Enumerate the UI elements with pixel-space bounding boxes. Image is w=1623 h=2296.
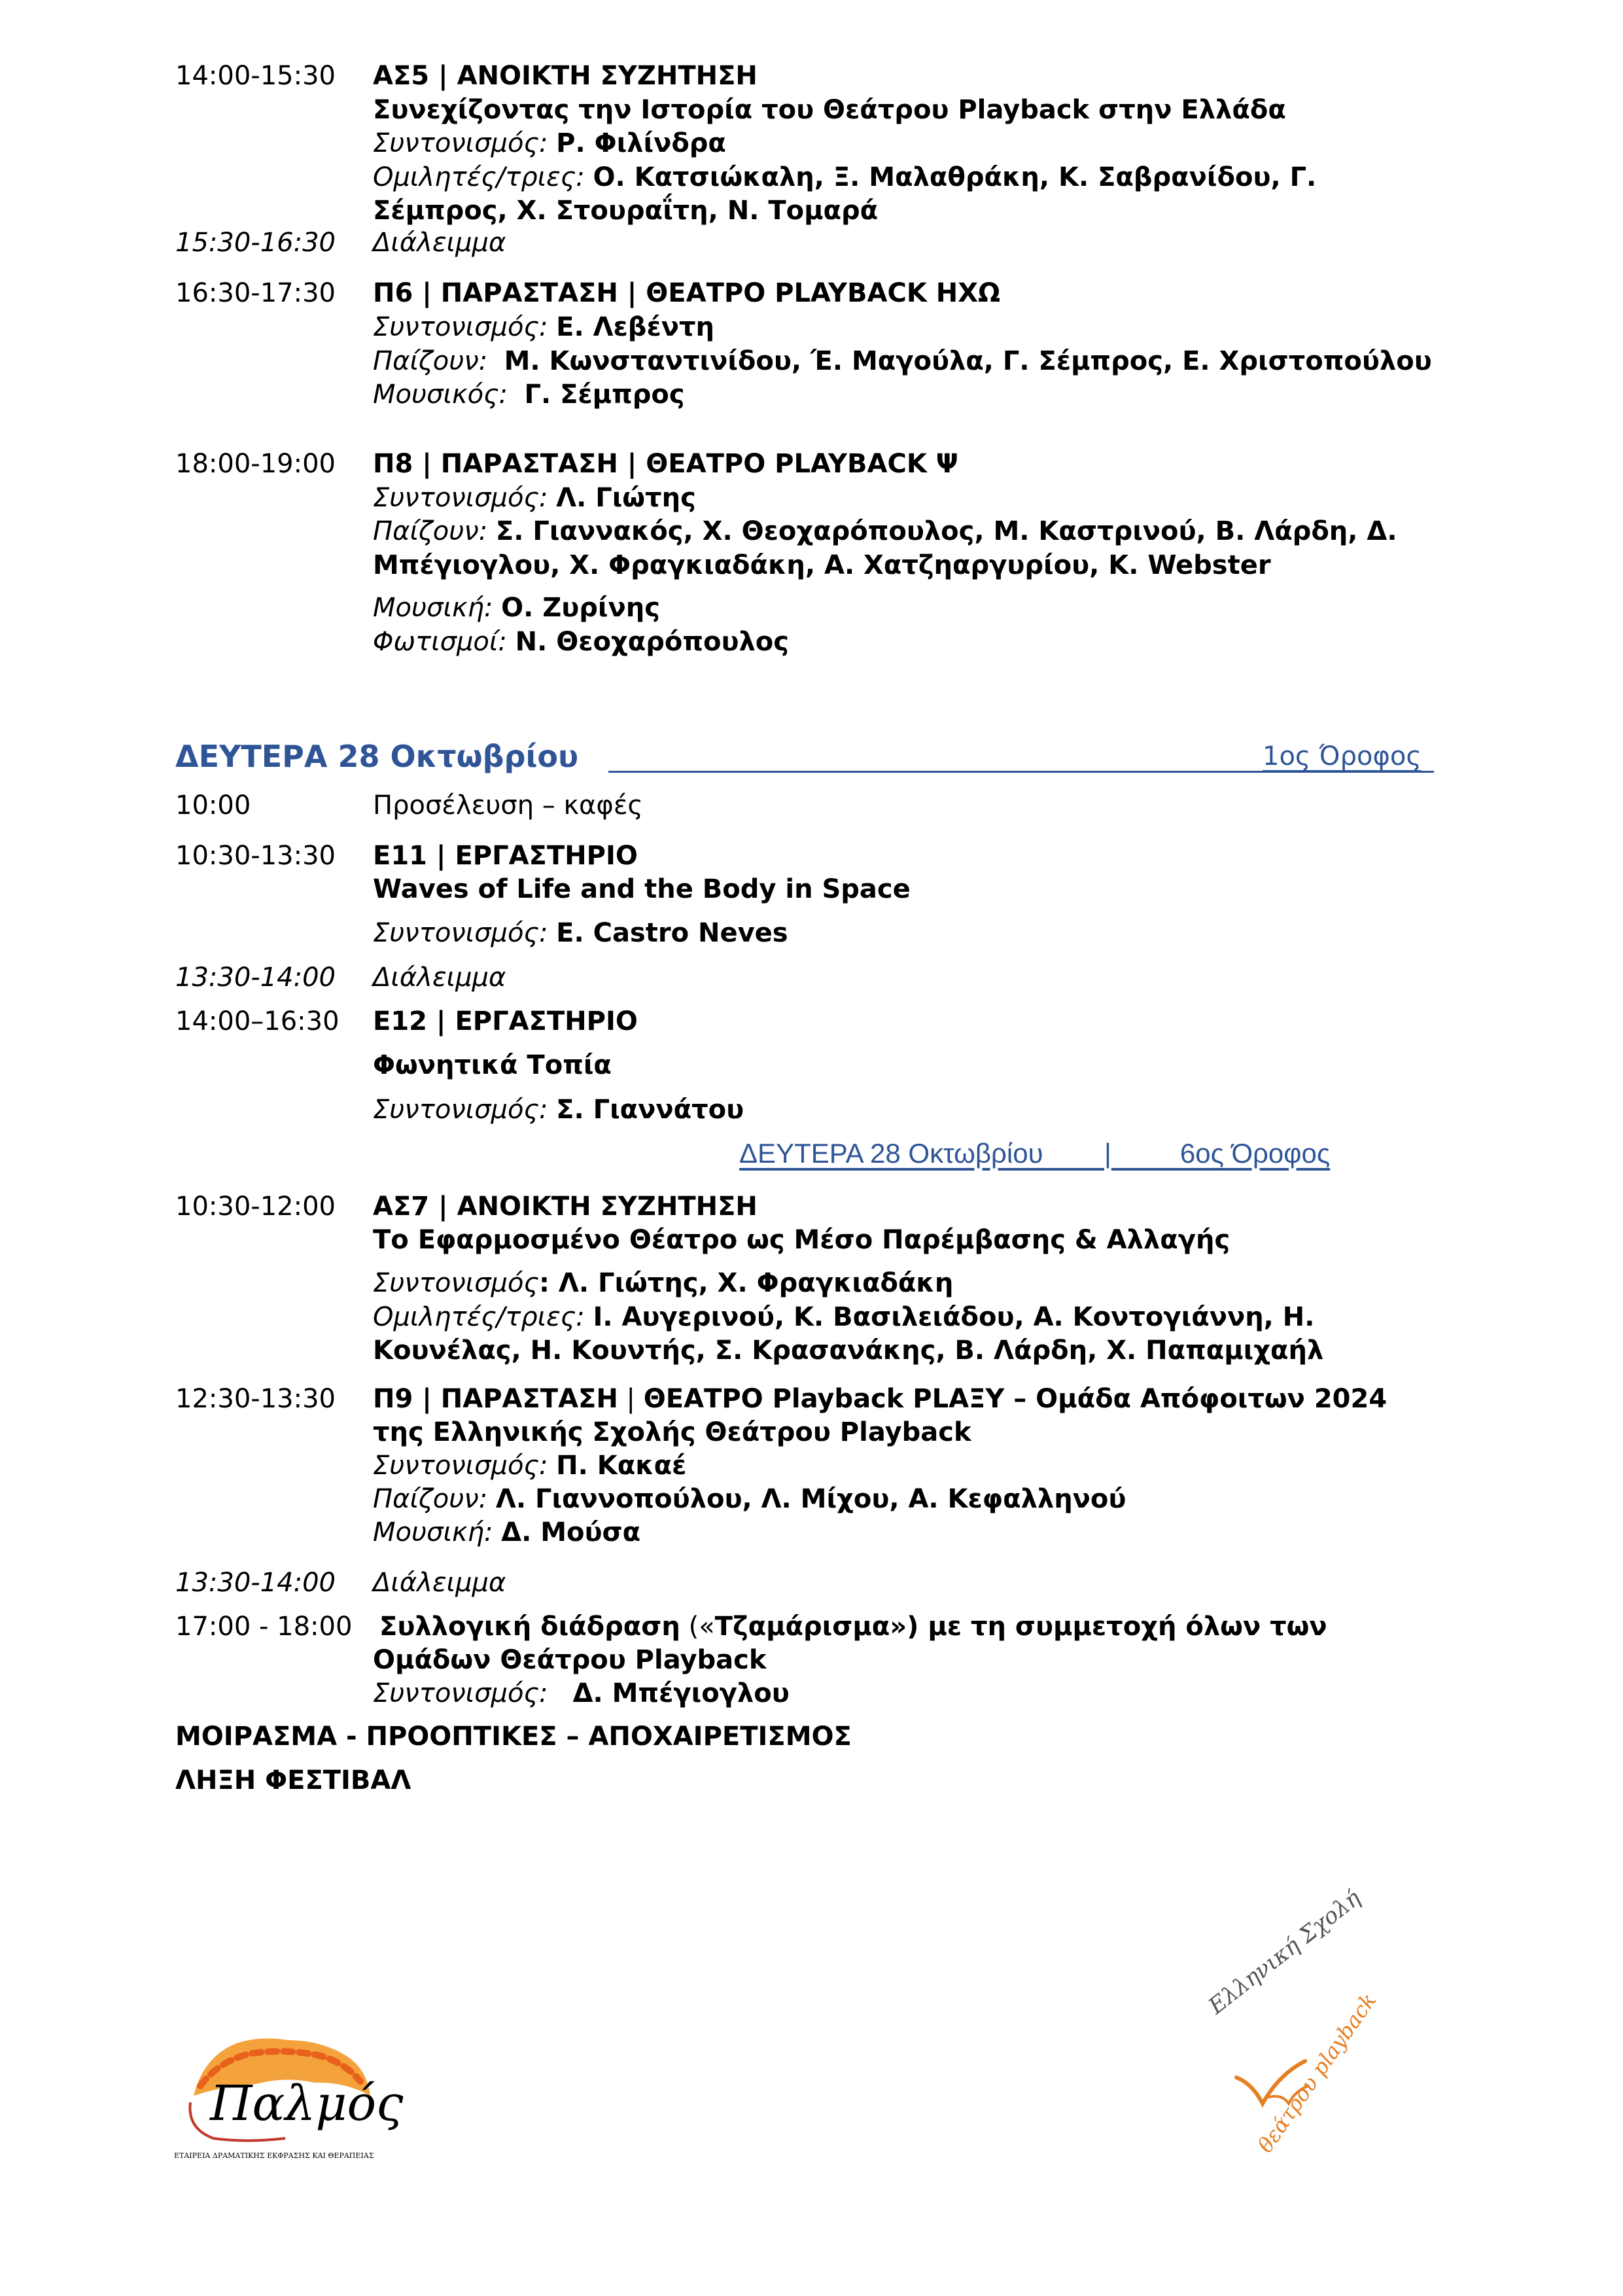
floor-label: 1ος Όροφος <box>1263 741 1422 771</box>
session-code: Ε11 | ΕΡΓΑΣΤΗΡΙΟ <box>373 841 638 871</box>
session-title-c: Τζαμάρισμα») <box>714 1612 919 1642</box>
break-label: Διάλειμμα <box>373 228 506 258</box>
playback-school-line1: Ελληνική Σχολή <box>1204 1884 1366 2020</box>
time-slot: 10:30-13:30 <box>175 841 336 871</box>
closing-line: ΛΗΞΗ ΦΕΣΤΙΒΑΛ <box>175 1765 411 1795</box>
time-slot: 12:30-13:30 <box>175 1384 336 1414</box>
palmos-logo-name: Παλμός <box>210 2075 404 2132</box>
coordinator-line <box>373 310 714 344</box>
break-label: Διάλειμμα <box>373 963 506 993</box>
speakers-names: Ο. Κατσιώκαλη, Ξ. Μαλαθράκη, Κ. Σαβρανίδου, Γ. <box>593 162 1317 192</box>
coordinator-line <box>373 126 726 160</box>
speakers-line <box>373 160 1316 194</box>
speakers-names: Ι. Αυγερινού, Κ. Βασιλειάδου, Α. Κοντογιάννη, Η. <box>593 1302 1315 1332</box>
break-time: 15:30-16:30 <box>175 228 336 258</box>
session-title-a: Συλλογική διάδραση <box>379 1612 680 1642</box>
performers-line <box>373 1482 1126 1516</box>
session-title: Συνεχίζοντας την Ιστορία του Θεάτρου Playback στην Ελλάδα <box>373 95 1286 125</box>
session-code-part: Π9 | ΠΑΡΑΣΤΑΣΗ <box>373 1384 618 1414</box>
performers-label: Παίζουν: <box>373 1484 488 1514</box>
music-line <box>373 1515 640 1549</box>
music-line <box>373 378 685 412</box>
lighting-name: Ν. Θεοχαρόπουλος <box>515 627 789 657</box>
coordinator-name: : Λ. Γιώτης, Χ. Φραγκιαδάκη <box>538 1268 954 1298</box>
session-code: Ε12 | ΕΡΓΑΣΤΗΡΙΟ <box>373 1006 638 1036</box>
coordinator-line <box>373 1676 790 1710</box>
break-time: 13:30-14:00 <box>175 1568 336 1598</box>
performers-names: Σ. Γιαννακός, Χ. Θεοχαρόπουλος, Μ. Καστρινού, Β. Λάρδη, Δ. <box>495 516 1397 546</box>
day-heading-title: ΔΕΥΤΕΡΑ 28 Οκτωβρίου <box>739 1138 1043 1169</box>
coordinator-name: Σ. Γιαννάτου <box>556 1095 744 1125</box>
speakers-label: Ομιλητές/τριες: <box>373 1302 585 1332</box>
coordinator-name: Δ. Μπέγιογλου <box>572 1678 790 1708</box>
arrival-label: Προσέλευση – καφές <box>373 790 643 821</box>
time-slot: 10:30-12:00 <box>175 1192 336 1222</box>
coordinator-label: Συντονισμός: <box>373 1095 548 1125</box>
floor-label: 6ος Όροφος <box>1179 1138 1331 1169</box>
performers-names-cont: Μπέγιογλου, Χ. Φραγκιαδάκη, Α. Χατζηαργυρίου, Κ. Webster <box>373 550 1271 580</box>
session-title: Φωνητικά Τοπία <box>373 1050 612 1080</box>
lighting-line <box>373 625 789 659</box>
coordinator-line <box>373 481 696 515</box>
music-name: Δ. Μούσα <box>501 1517 641 1547</box>
day-heading-separator: | <box>1104 1138 1111 1169</box>
performers-names: Μ. Κωνσταντινίδου, Έ. Μαγούλα, Γ. Σέμπρος, Ε. Χριστοπούλου <box>504 346 1432 376</box>
session-title-cont: Ομάδων Θεάτρου Playback <box>373 1645 767 1675</box>
lighting-label: Φωτισμοί: <box>373 627 507 657</box>
session-code-title: ΘΕΑΤΡΟ Playback PLAΞΥ – Ομάδα Απόφοιτων 2024 <box>643 1384 1387 1414</box>
session-code: ΑΣ7 | ΑΝΟΙΚΤΗ ΣΥΖΗΤΗΣΗ <box>373 1192 758 1222</box>
performers-names: Λ. Γιαννοπούλου, Λ. Μίχου, Α. Κεφαλληνού <box>495 1484 1126 1514</box>
performers-line <box>373 514 1397 548</box>
coordinator-line <box>373 1093 744 1127</box>
coordinator-label: Συντονισμός: <box>373 1451 548 1481</box>
session-title-b: (« <box>680 1612 715 1642</box>
coordinator-name: Ρ. Φιλίνδρα <box>556 128 726 158</box>
session-code-cont: της Ελληνικής Σχολής Θεάτρου Playback <box>373 1417 971 1447</box>
session-code-sep: | <box>618 1384 644 1414</box>
performers-label: Παίζουν: <box>373 346 488 376</box>
time-slot: 14:00-15:30 <box>175 61 336 91</box>
playback-school-logo <box>1191 1884 1413 2179</box>
coordinator-name: Λ. Γιώτης <box>556 483 696 513</box>
break-time: 13:30-14:00 <box>175 963 336 993</box>
coordinator-label: Συντονισμός: <box>373 1678 548 1708</box>
palmos-logo <box>174 2004 404 2184</box>
palmos-logo-tagline: ΕΤΑΙΡΕΙΑ ΔΡΑΜΑΤΙΚΗΣ ΕΚΦΡΑΣΗΣ ΚΑΙ ΘΕΡΑΠΕΙΑΣ <box>174 2151 374 2160</box>
break-label: Διάλειμμα <box>373 1568 506 1598</box>
session-code: ΑΣ5 | ΑΝΟΙΚΤΗ ΣΥΖΗΤΗΣΗ <box>373 61 758 91</box>
day-heading-secondary <box>739 1137 1330 1171</box>
speakers-line <box>373 1300 1314 1334</box>
session-code <box>373 1382 1387 1416</box>
speakers-label: Ομιλητές/τριες: <box>373 162 585 192</box>
performers-label: Παίζουν: <box>373 516 488 546</box>
music-name: Ο. Ζυρίνης <box>501 593 660 623</box>
coordinator-label: Συντονισμός <box>373 1268 539 1298</box>
session-title: Waves of Life and the Body in Space <box>373 874 911 904</box>
session-code: Π6 | ΠΑΡΑΣΤΑΣΗ | ΘΕΑΤΡΟ PLAYBACK ΗΧΩ <box>373 278 1001 308</box>
coordinator-label: Συντονισμός: <box>373 128 548 158</box>
time-slot: 18:00-19:00 <box>175 449 336 479</box>
time-slot: 14:00–16:30 <box>175 1006 340 1036</box>
music-label: Μουσική: <box>373 1517 493 1547</box>
coordinator-name: E. Castro Neves <box>556 918 788 948</box>
coordinator-name: Ε. Λεβέντη <box>556 312 714 342</box>
speakers-names-cont: Κουνέλας, Η. Κουντής, Σ. Κρασανάκης, Β. Λάρδη, Χ. Παπαμιχαήλ <box>373 1335 1324 1366</box>
session-code <box>379 1610 1327 1644</box>
coordinator-line <box>373 1449 686 1483</box>
performers-line <box>373 344 1432 378</box>
session-code: Π8 | ΠΑΡΑΣΤΑΣΗ | ΘΕΑΤΡΟ PLAYBACK Ψ <box>373 449 958 479</box>
music-line <box>373 591 660 625</box>
time-slot: 10:00 <box>175 790 251 821</box>
time-slot: 16:30-17:30 <box>175 278 336 308</box>
music-name: Γ. Σέμπρος <box>524 380 685 410</box>
coordinator-line <box>373 916 788 950</box>
session-title: Το Εφαρμοσμένο Θέατρο ως Μέσο Παρέμβασης & Αλλαγής <box>373 1225 1230 1255</box>
session-title-d: με τη συμμετοχή όλων των <box>918 1612 1327 1642</box>
coordinator-name: Π. Κακαέ <box>556 1451 687 1481</box>
coordinator-label: Συντονισμός: <box>373 918 548 948</box>
day-heading: ΔΕΥΤΕΡΑ 28 Οκτωβρίου <box>175 739 579 774</box>
coordinator-label: Συντονισμός: <box>373 483 548 513</box>
time-slot: 17:00 - 18:00 <box>175 1612 353 1642</box>
playback-school-line2: θεάτρου playback <box>1253 1988 1382 2157</box>
music-label: Μουσική: <box>373 593 493 623</box>
speakers-names-cont: Σέμπρος, Χ. Στουραΐτη, Ν. Τομαρά <box>373 196 879 226</box>
music-label: Μουσικός: <box>373 380 508 410</box>
closing-line: ΜΟΙΡΑΣΜΑ - ΠΡΟΟΠΤΙΚΕΣ – ΑΠΟΧΑΙΡΕΤΙΣΜΟΣ <box>175 1722 852 1752</box>
coordinator-line <box>373 1266 953 1300</box>
coordinator-label: Συντονισμός: <box>373 312 548 342</box>
